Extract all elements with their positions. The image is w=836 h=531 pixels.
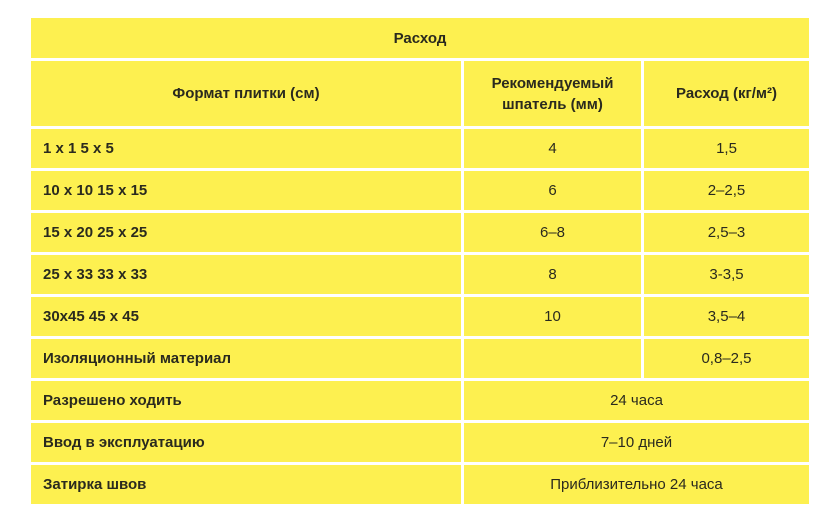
note-label: Разрешено ходить <box>31 381 461 420</box>
cell-consumption: 1,5 <box>644 129 809 168</box>
note-label: Ввод в эксплуатацию <box>31 423 461 462</box>
note-row <box>31 465 809 504</box>
cell-trowel: 6 <box>464 171 641 210</box>
table-row <box>31 129 809 168</box>
header-trowel: Рекомендуемый шпатель (мм) <box>464 61 641 126</box>
cell-trowel: 4 <box>464 129 641 168</box>
header-format: Формат плитки (см) <box>31 61 461 126</box>
cell-trowel: 10 <box>464 297 641 336</box>
cell-consumption: 3-3,5 <box>644 255 809 294</box>
cell-trowel: 6–8 <box>464 213 641 252</box>
table-row <box>31 339 809 378</box>
note-row <box>31 423 809 462</box>
cell-consumption: 0,8–2,5 <box>644 339 809 378</box>
cell-format: Изоляционный материал <box>31 339 461 378</box>
note-value: Приблизительно 24 часа <box>464 465 809 504</box>
note-row <box>31 381 809 420</box>
cell-consumption: 2–2,5 <box>644 171 809 210</box>
cell-trowel <box>464 339 641 378</box>
header-consumption: Расход (кг/м²) <box>644 61 809 126</box>
cell-consumption: 2,5–3 <box>644 213 809 252</box>
cell-format: 30x45 45 x 45 <box>31 297 461 336</box>
cell-consumption: 3,5–4 <box>644 297 809 336</box>
note-value: 7–10 дней <box>464 423 809 462</box>
table-title: Расход <box>31 18 809 58</box>
header-row <box>31 61 809 126</box>
table-row <box>31 213 809 252</box>
cell-trowel: 8 <box>464 255 641 294</box>
cell-format: 1 x 1 5 x 5 <box>31 129 461 168</box>
note-value: 24 часа <box>464 381 809 420</box>
note-label: Затирка швов <box>31 465 461 504</box>
table-row <box>31 255 809 294</box>
consumption-table <box>28 15 812 507</box>
table-title-row <box>31 18 809 58</box>
table-row <box>31 171 809 210</box>
cell-format: 25 x 33 33 x 33 <box>31 255 461 294</box>
cell-format: 15 x 20 25 x 25 <box>31 213 461 252</box>
cell-format: 10 x 10 15 x 15 <box>31 171 461 210</box>
table-row <box>31 297 809 336</box>
